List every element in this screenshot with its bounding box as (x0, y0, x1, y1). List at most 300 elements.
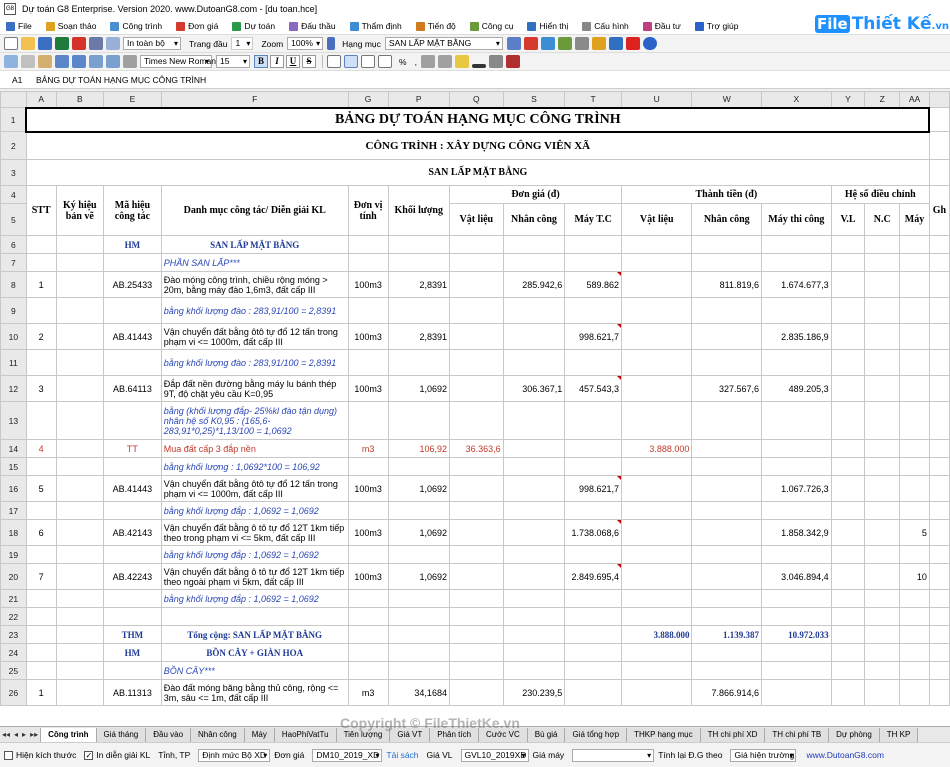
price-material-cell[interactable] (449, 590, 503, 608)
amount-machine-cell[interactable] (762, 608, 832, 626)
amount-material-cell[interactable] (622, 590, 692, 608)
cell[interactable] (831, 350, 865, 376)
cell[interactable] (865, 546, 900, 564)
cell[interactable] (865, 590, 900, 608)
strike-button[interactable]: S (302, 55, 316, 68)
cell[interactable] (929, 546, 949, 564)
quantity-cell[interactable]: 1,0692 (388, 564, 449, 590)
code-cell[interactable] (104, 298, 162, 324)
sheet-tab[interactable]: Đầu vào (146, 728, 191, 742)
move-up-icon[interactable] (89, 55, 103, 68)
unit-cell[interactable]: m3 (348, 680, 388, 706)
cell[interactable] (865, 350, 900, 376)
load-book-link[interactable]: Tải sách (386, 750, 419, 760)
header-work-code[interactable]: Mã hiệu công tác (104, 186, 162, 236)
quantity-cell[interactable] (388, 402, 449, 440)
price-machine-cell[interactable] (565, 590, 622, 608)
header-quantity[interactable]: Khối lượng (388, 186, 449, 236)
cell[interactable] (831, 236, 865, 254)
cell[interactable] (865, 476, 900, 502)
coef-machine-cell[interactable] (900, 608, 930, 626)
column-header[interactable]: X (762, 92, 832, 108)
cell[interactable] (865, 626, 900, 644)
amount-machine-cell[interactable] (762, 644, 832, 662)
stt-cell[interactable]: 3 (26, 376, 56, 402)
sheet-title[interactable]: BẢNG DỰ TOÁN HẠNG MỤC CÔNG TRÌNH (26, 108, 929, 132)
amount-machine-cell[interactable] (762, 662, 832, 680)
quantity-cell[interactable] (388, 590, 449, 608)
cell[interactable] (831, 272, 865, 298)
stt-cell[interactable]: 4 (26, 440, 56, 458)
code-cell[interactable]: AB.11313 (104, 680, 162, 706)
quantity-cell[interactable]: 34,1684 (388, 680, 449, 706)
cell[interactable] (929, 626, 949, 644)
row-number[interactable]: 18 (1, 520, 27, 546)
font-size-select[interactable]: 15 ▾ (216, 55, 250, 68)
code-cell[interactable]: AB.42143 (104, 520, 162, 546)
amount-machine-cell[interactable] (762, 350, 832, 376)
description-cell[interactable]: bằng khối lượng đắp : 1,0692 = 1,0692 (161, 502, 348, 520)
quantity-cell[interactable] (388, 662, 449, 680)
amount-labor-cell[interactable] (692, 662, 762, 680)
column-header[interactable] (929, 92, 949, 108)
coef-machine-cell[interactable] (900, 662, 930, 680)
machine-select[interactable] (572, 749, 654, 762)
cell[interactable] (56, 680, 103, 706)
tab-nav-arrow[interactable]: ▸ (22, 730, 27, 739)
amount-material-cell[interactable] (622, 520, 692, 546)
cell[interactable] (929, 402, 949, 440)
sheet-tab[interactable]: Công trình (40, 728, 96, 742)
description-cell[interactable]: BỒN CÂY*** (161, 662, 348, 680)
price-material-cell[interactable] (449, 680, 503, 706)
amount-material-cell[interactable] (622, 236, 692, 254)
quantity-cell[interactable] (388, 644, 449, 662)
row-number[interactable]: 10 (1, 324, 27, 350)
quantity-cell[interactable] (388, 298, 449, 324)
amount-machine-cell[interactable]: 1.067.726,3 (762, 476, 832, 502)
amount-machine-cell[interactable]: 10.972.033 (762, 626, 832, 644)
cell[interactable] (831, 608, 865, 626)
cell[interactable] (56, 254, 103, 272)
menu-item[interactable] (110, 21, 162, 31)
tab-nav-arrow[interactable]: ◂ (14, 730, 19, 739)
cell[interactable] (56, 350, 103, 376)
print-mode-select[interactable]: In toàn bộ ▾ (123, 37, 181, 50)
header-stt[interactable]: STT (26, 186, 56, 236)
stt-cell[interactable] (26, 298, 56, 324)
column-header[interactable]: G (348, 92, 388, 108)
amount-labor-cell[interactable]: 811.819,6 (692, 272, 762, 298)
cell[interactable] (831, 520, 865, 546)
amount-machine-cell[interactable]: 2.835.186,9 (762, 324, 832, 350)
amount-labor-cell[interactable] (692, 546, 762, 564)
code-cell[interactable] (104, 502, 162, 520)
cell[interactable] (865, 608, 900, 626)
amount-labor-cell[interactable] (692, 350, 762, 376)
font-color-icon[interactable] (472, 64, 486, 68)
cell[interactable] (831, 564, 865, 590)
delete-icon[interactable] (524, 37, 538, 50)
unit-cell[interactable] (348, 298, 388, 324)
cell[interactable] (929, 590, 949, 608)
quantity-cell[interactable] (388, 458, 449, 476)
price-labor-cell[interactable] (503, 662, 565, 680)
code-cell[interactable]: TT (104, 440, 162, 458)
amount-material-cell[interactable] (622, 458, 692, 476)
header-drawing-code[interactable]: Ký hiệu bản vẽ (56, 186, 103, 236)
quantity-cell[interactable]: 1,0692 (388, 476, 449, 502)
description-cell[interactable]: Đắp đất nền đường bằng máy lu bánh thép 9T, độ chặt yêu cầu K=0,95 (161, 376, 348, 402)
page-input[interactable]: 1 ▾ (231, 37, 253, 50)
cell[interactable] (929, 324, 949, 350)
code-cell[interactable]: AB.25433 (104, 272, 162, 298)
menu-item[interactable] (289, 21, 336, 31)
cell[interactable] (929, 564, 949, 590)
sheet-tab[interactable]: Giá tổng hợp (565, 728, 627, 742)
row-number[interactable]: 5 (1, 204, 27, 236)
amount-material-cell[interactable] (622, 546, 692, 564)
sheet-tab[interactable]: HaoPhiVatTu (275, 728, 337, 742)
amount-material-cell[interactable] (622, 272, 692, 298)
row-number[interactable]: 15 (1, 458, 27, 476)
price-machine-cell[interactable] (565, 680, 622, 706)
column-header[interactable]: P (388, 92, 449, 108)
cell[interactable] (831, 502, 865, 520)
coef-machine-cell[interactable]: 10 (900, 564, 930, 590)
price-material-cell[interactable] (449, 458, 503, 476)
cell[interactable] (865, 440, 900, 458)
price-material-cell[interactable] (449, 608, 503, 626)
cell[interactable] (865, 236, 900, 254)
price-labor-cell[interactable] (503, 236, 565, 254)
cell[interactable] (831, 680, 865, 706)
menu-item[interactable] (643, 21, 681, 31)
price-material-cell[interactable] (449, 298, 503, 324)
row-number[interactable]: 13 (1, 402, 27, 440)
code-cell[interactable]: AB.41443 (104, 476, 162, 502)
cell[interactable] (929, 160, 949, 186)
coef-machine-cell[interactable] (900, 324, 930, 350)
quantity-cell[interactable]: 1,0692 (388, 376, 449, 402)
price-machine-cell[interactable] (565, 608, 622, 626)
cell[interactable] (56, 324, 103, 350)
cell[interactable] (929, 680, 949, 706)
cell[interactable] (929, 520, 949, 546)
amount-labor-cell[interactable] (692, 502, 762, 520)
amount-labor-cell[interactable] (692, 564, 762, 590)
unit-cell[interactable] (348, 590, 388, 608)
cell[interactable] (56, 564, 103, 590)
pdf-icon[interactable] (72, 37, 86, 50)
new-file-icon[interactable] (4, 37, 18, 50)
show-size-checkbox[interactable] (4, 751, 13, 760)
amount-material-cell[interactable] (622, 564, 692, 590)
row-number[interactable]: 17 (1, 502, 27, 520)
price-select[interactable]: DM10_2019_XD ▾ (312, 749, 382, 762)
code-cell[interactable]: HM (104, 236, 162, 254)
coef-machine-cell[interactable] (900, 458, 930, 476)
price-machine-cell[interactable]: 1.738.068,6 (565, 520, 622, 546)
stt-cell[interactable]: 6 (26, 520, 56, 546)
cell[interactable] (929, 376, 949, 402)
sheet-tab[interactable]: Tiên lượng (337, 728, 391, 742)
column-header[interactable]: F (161, 92, 348, 108)
amount-machine-cell[interactable] (762, 502, 832, 520)
price-labor-cell[interactable] (503, 644, 565, 662)
cell[interactable] (865, 254, 900, 272)
cell[interactable] (56, 644, 103, 662)
cell[interactable] (56, 546, 103, 564)
price-machine-cell[interactable] (565, 236, 622, 254)
cell[interactable] (56, 236, 103, 254)
price-material-cell[interactable] (449, 476, 503, 502)
price-labor-cell[interactable] (503, 608, 565, 626)
code-cell[interactable]: HM (104, 644, 162, 662)
amount-material-cell[interactable] (622, 402, 692, 440)
price-machine-cell[interactable] (565, 254, 622, 272)
help-icon[interactable] (643, 37, 657, 50)
amount-material-cell[interactable] (622, 502, 692, 520)
price-machine-cell[interactable] (565, 644, 622, 662)
header-vl[interactable]: Vật liệu (622, 204, 692, 236)
unit-cell[interactable]: 100m3 (348, 476, 388, 502)
quantity-cell[interactable]: 2,8391 (388, 272, 449, 298)
font-select[interactable]: Times New Roman ▾ (140, 55, 212, 68)
price-machine-cell[interactable] (565, 298, 622, 324)
amount-labor-cell[interactable] (692, 298, 762, 324)
menu-item[interactable] (232, 21, 275, 31)
header-mtc2[interactable]: Máy thi công (762, 204, 832, 236)
amount-machine-cell[interactable] (762, 458, 832, 476)
cell[interactable] (56, 376, 103, 402)
cell[interactable] (56, 520, 103, 546)
stt-cell[interactable]: 1 (26, 680, 56, 706)
redo-icon[interactable] (72, 55, 86, 68)
menu-item[interactable] (695, 21, 739, 31)
amount-labor-cell[interactable] (692, 520, 762, 546)
copy-icon[interactable] (4, 55, 18, 68)
coef-machine-cell[interactable] (900, 680, 930, 706)
unit-cell[interactable] (348, 662, 388, 680)
quantity-cell[interactable]: 106,92 (388, 440, 449, 458)
row-number[interactable]: 9 (1, 298, 27, 324)
cell[interactable] (56, 476, 103, 502)
stt-cell[interactable] (26, 458, 56, 476)
stt-cell[interactable]: 1 (26, 272, 56, 298)
price-labor-cell[interactable] (503, 458, 565, 476)
amount-machine-cell[interactable]: 489.205,3 (762, 376, 832, 402)
header-nc[interactable]: Nhân công (692, 204, 762, 236)
coef-machine-cell[interactable] (900, 626, 930, 644)
amount-labor-cell[interactable] (692, 608, 762, 626)
italic-button[interactable]: I (270, 55, 284, 68)
cell[interactable] (929, 108, 949, 132)
vl-select[interactable]: GVL10_2019XD ▾ (461, 749, 529, 762)
quantity-cell[interactable] (388, 236, 449, 254)
price-material-cell[interactable] (449, 644, 503, 662)
coef-machine-cell[interactable] (900, 350, 930, 376)
amount-machine-cell[interactable] (762, 254, 832, 272)
column-header[interactable]: B (56, 92, 103, 108)
price-labor-cell[interactable] (503, 298, 565, 324)
amount-labor-cell[interactable]: 7.866.914,6 (692, 680, 762, 706)
sheet-tab[interactable]: Phân tích (430, 728, 479, 742)
quantity-cell[interactable] (388, 254, 449, 272)
amount-labor-cell[interactable] (692, 590, 762, 608)
amount-machine-cell[interactable]: 3.046.894,4 (762, 564, 832, 590)
description-cell[interactable]: Đào đất móng băng bằng thủ công, rộng <= 3m, sâu <= 1m, đất cấp III (161, 680, 348, 706)
cell[interactable] (56, 608, 103, 626)
print-preview-icon[interactable] (106, 37, 120, 50)
cell[interactable] (56, 458, 103, 476)
sheet-tab[interactable]: TH KP (880, 728, 919, 742)
price-machine-cell[interactable]: 998.621,7 (565, 324, 622, 350)
person-icon[interactable] (609, 37, 623, 50)
fill-color-icon[interactable] (455, 55, 469, 68)
align-left-icon[interactable] (327, 55, 341, 68)
cell[interactable] (831, 402, 865, 440)
borders-icon[interactable] (489, 55, 503, 68)
coef-machine-cell[interactable] (900, 440, 930, 458)
sheet-tab[interactable]: Cước VC (479, 728, 528, 742)
code-cell[interactable]: THM (104, 626, 162, 644)
header-coefficient[interactable]: Hệ số điều chỉnh (831, 186, 929, 204)
amount-material-cell[interactable] (622, 298, 692, 324)
stt-cell[interactable]: 5 (26, 476, 56, 502)
row-number[interactable]: 7 (1, 254, 27, 272)
amount-machine-cell[interactable] (762, 402, 832, 440)
row-number[interactable]: 8 (1, 272, 27, 298)
cut-icon[interactable] (21, 55, 35, 68)
unit-cell[interactable] (348, 626, 388, 644)
price-material-cell[interactable] (449, 324, 503, 350)
code-cell[interactable] (104, 458, 162, 476)
cell[interactable] (56, 402, 103, 440)
unit-cell[interactable]: m3 (348, 440, 388, 458)
stt-cell[interactable] (26, 236, 56, 254)
unit-cell[interactable]: 100m3 (348, 520, 388, 546)
amount-labor-cell[interactable] (692, 324, 762, 350)
header-nc[interactable]: Nhân công (503, 204, 565, 236)
sheet-tab[interactable]: Dự phòng (829, 728, 880, 742)
price-material-cell[interactable] (449, 376, 503, 402)
description-cell[interactable]: Vận chuyển đất bằng ôtô tự đổ 12 tấn trong phạm vi <= 1000m, đất cấp III (161, 324, 348, 350)
price-labor-cell[interactable] (503, 254, 565, 272)
description-cell[interactable]: bằng khối lượng đắp : 1,0692 = 1,0692 (161, 546, 348, 564)
sheet-tab[interactable]: THKP hạng mục (627, 728, 701, 742)
sheet-tab[interactable]: Giá tháng (97, 728, 147, 742)
unit-cell[interactable] (348, 254, 388, 272)
check-icon[interactable] (558, 37, 572, 50)
cell-reference[interactable]: A1 (12, 74, 23, 85)
percent-button[interactable]: % (399, 56, 407, 67)
quantity-cell[interactable] (388, 546, 449, 564)
amount-labor-cell[interactable] (692, 440, 762, 458)
increase-decimal-icon[interactable] (421, 55, 435, 68)
column-header[interactable]: Y (831, 92, 865, 108)
column-header[interactable]: Z (865, 92, 900, 108)
cell[interactable] (929, 608, 949, 626)
category-select[interactable]: SAN LẤP MẶT BẰNG ▾ (385, 37, 503, 50)
code-cell[interactable] (104, 590, 162, 608)
amount-machine-cell[interactable] (762, 440, 832, 458)
open-folder-icon[interactable] (21, 37, 35, 50)
cell[interactable] (56, 662, 103, 680)
unit-cell[interactable] (348, 350, 388, 376)
row-number[interactable]: 19 (1, 546, 27, 564)
cell[interactable] (865, 298, 900, 324)
tab-nav-arrow[interactable]: ▸▸ (30, 730, 39, 739)
project-name[interactable]: CÔNG TRÌNH : XÂY DỰNG CÔNG VIÊN XÃ (26, 132, 929, 160)
description-cell[interactable]: Vận chuyển đất bằng ôtô tự đổ 12 tấn trong phạm vi <= 1000m, đất cấp III (161, 476, 348, 502)
price-labor-cell[interactable]: 230.239,5 (503, 680, 565, 706)
youtube-icon[interactable] (626, 37, 640, 50)
cell[interactable] (929, 298, 949, 324)
price-material-cell[interactable] (449, 546, 503, 564)
description-cell[interactable]: Mua đất cấp 3 đắp nền (161, 440, 348, 458)
column-header[interactable]: A (26, 92, 56, 108)
cell[interactable] (865, 564, 900, 590)
underline-button[interactable]: U (286, 55, 300, 68)
spreadsheet-grid[interactable] (0, 91, 950, 726)
row-number[interactable]: 25 (1, 662, 27, 680)
amount-material-cell[interactable] (622, 644, 692, 662)
price-machine-cell[interactable] (565, 350, 622, 376)
amount-machine-cell[interactable] (762, 590, 832, 608)
stt-cell[interactable] (26, 662, 56, 680)
comma-button[interactable]: , (414, 56, 417, 67)
cell[interactable] (929, 132, 949, 160)
price-labor-cell[interactable] (503, 626, 565, 644)
header-unit-price[interactable]: Đơn giá (đ) (449, 186, 621, 204)
row-number[interactable]: 2 (1, 132, 27, 160)
insert-row-icon[interactable] (123, 55, 137, 68)
code-cell[interactable] (104, 608, 162, 626)
cell[interactable] (865, 520, 900, 546)
calculator-icon[interactable] (575, 37, 589, 50)
price-labor-cell[interactable] (503, 564, 565, 590)
unit-cell[interactable] (348, 502, 388, 520)
coef-machine-cell[interactable] (900, 502, 930, 520)
stt-cell[interactable] (26, 644, 56, 662)
unit-cell[interactable] (348, 458, 388, 476)
province-select[interactable]: Định mức Bộ XD ▾ (198, 749, 270, 762)
unit-cell[interactable] (348, 546, 388, 564)
row-number[interactable]: 1 (1, 108, 27, 132)
menu-item[interactable] (527, 21, 568, 31)
unit-cell[interactable]: 100m3 (348, 324, 388, 350)
row-number[interactable]: 23 (1, 626, 27, 644)
unit-cell[interactable] (348, 236, 388, 254)
sheet-tab[interactable]: TH chi phí XD (701, 728, 766, 742)
description-cell[interactable]: SAN LẤP MẶT BẰNG (161, 236, 348, 254)
amount-material-cell[interactable]: 3.888.000 (622, 440, 692, 458)
stt-cell[interactable] (26, 402, 56, 440)
menu-item[interactable] (6, 21, 32, 31)
unit-cell[interactable]: 100m3 (348, 272, 388, 298)
header-amount[interactable]: Thành tiền (đ) (622, 186, 832, 204)
price-material-cell[interactable] (449, 272, 503, 298)
menu-item[interactable] (582, 21, 629, 31)
cell[interactable] (56, 626, 103, 644)
coef-machine-cell[interactable] (900, 476, 930, 502)
row-number[interactable]: 20 (1, 564, 27, 590)
show-kl-checkbox[interactable]: ✓ (85, 750, 93, 760)
amount-labor-cell[interactable] (692, 402, 762, 440)
cell[interactable] (929, 662, 949, 680)
stt-cell[interactable] (26, 608, 56, 626)
